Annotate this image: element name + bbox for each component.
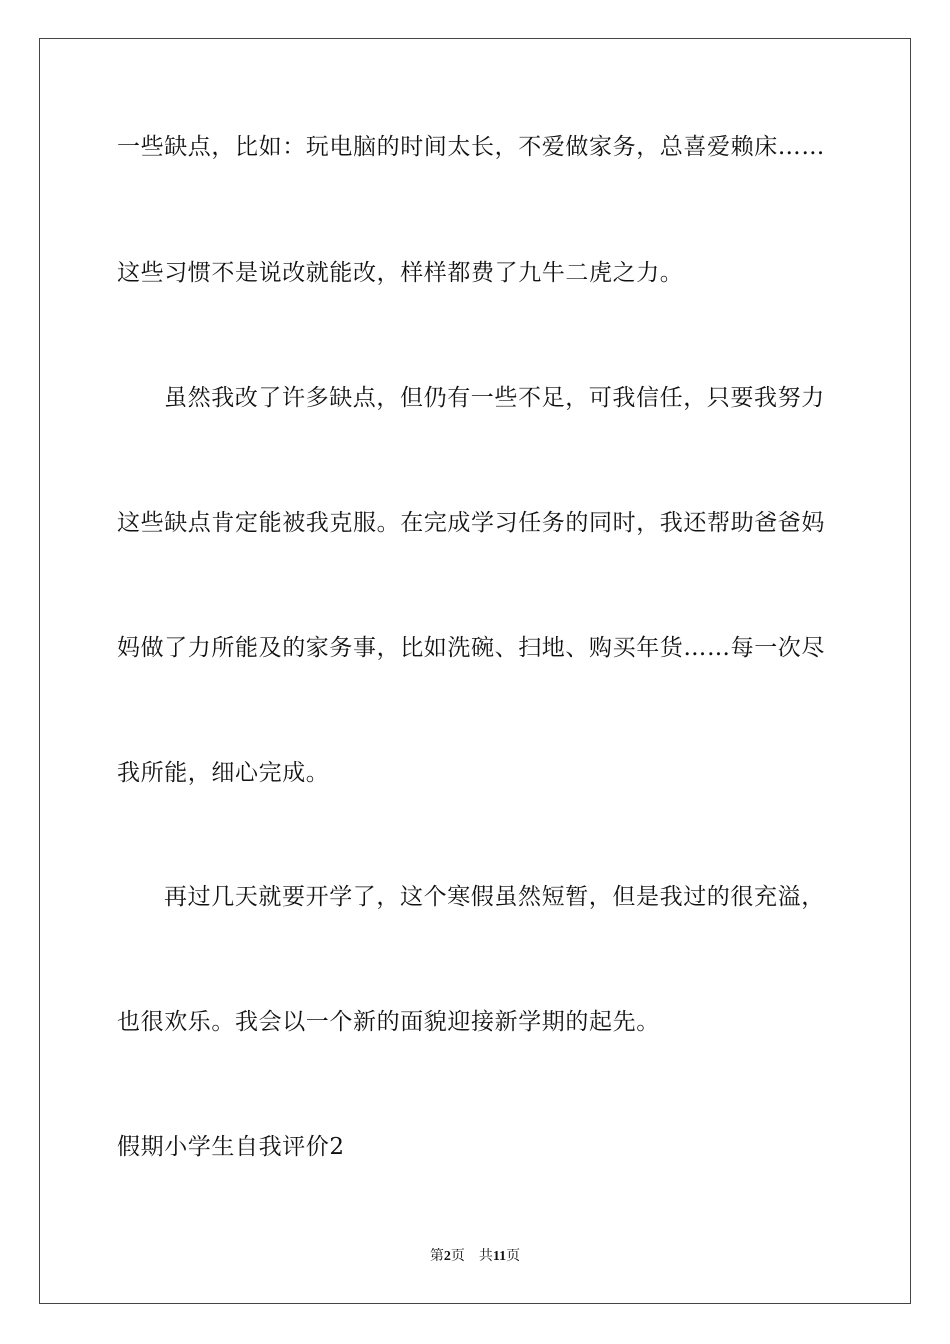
text-line-5: 妈做了力所能及的家务事，比如洗碗、扫地、购买年货……每一次尽 [117,635,825,661]
text-line-1: 一些缺点，比如：玩电脑的时间太长，不爱做家务，总喜爱赖床…… [117,134,825,160]
page-footer [0,1248,950,1266]
text-line-8: 也很欢乐。我会以一个新的面貌迎接新学期的起先。 [117,1009,660,1035]
text-line-3: 虽然我改了许多缺点，但仍有一些不足，可我信任，只要我努力 [164,385,825,411]
text-line-2: 这些习惯不是说改就能改，样样都费了九牛二虎之力。 [117,260,684,286]
text-line-6: 我所能，细心完成。 [117,760,330,786]
text-line-7: 再过几天就要开学了，这个寒假虽然短暂，但是我过的很充溢， [164,884,825,910]
text-line-4: 这些缺点肯定能被我克服。在完成学习任务的同时，我还帮助爸爸妈 [117,510,825,536]
footer-total-number: 11 [492,1249,507,1264]
footer-page-prefix: 第 [429,1249,444,1264]
footer-total-suffix: 页 [506,1249,521,1264]
footer-total-prefix: 共 [478,1249,493,1264]
footer-page-number: 2 [443,1249,451,1264]
page-frame [39,38,911,1304]
section-heading: 假期小学生自我评价2 [117,1134,345,1160]
footer-page-suffix: 页 [450,1249,465,1264]
